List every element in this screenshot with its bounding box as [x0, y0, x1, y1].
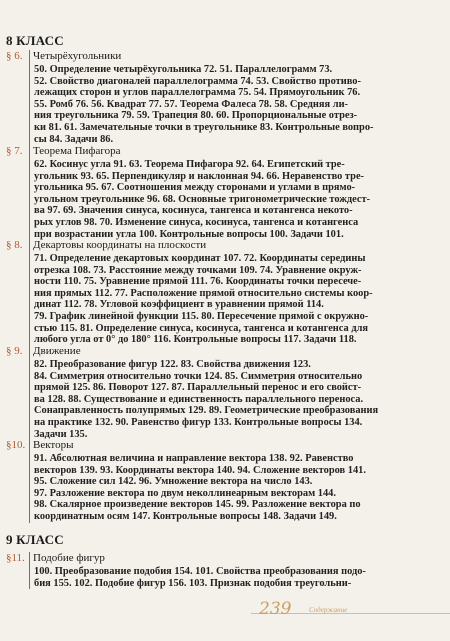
section-number: § 7. — [6, 145, 23, 157]
body-line: ности 110. 75. Уравнение прямой 111. 76. Координаты точки пересече- — [34, 276, 362, 288]
section-title: Векторы — [33, 439, 74, 451]
section-title: Теорема Пифагора — [33, 145, 121, 157]
body-line: ва 128. 88. Существование и единственность параллельного переноса. — [34, 393, 364, 405]
body-line: ва 97. 69. Значения синуса, косинуса, тангенса и котангенса некото- — [34, 205, 353, 217]
section-number: §11. — [6, 552, 25, 564]
body-line: 52. Свойство диагоналей параллелограмма 74. 53. Свойство противо- — [34, 75, 361, 87]
section-body — [34, 253, 430, 346]
body-line: 55. Ромб 76. 56. Квадрат 77. 57. Теорема Фалеса 78. 58. Средняя ли- — [34, 98, 349, 110]
section-number: §10. — [6, 439, 26, 451]
body-line: 95. Сложение сил 142. 96. Умножение вектора на число 143. — [34, 476, 313, 488]
body-line: ния прямых 112. 77. Расположение прямой относительно системы коор- — [34, 287, 373, 299]
body-line: 79. График линейной функции 115. 80. Пересечение прямой с окружно- — [34, 310, 369, 322]
section-title: Четырёхугольники — [33, 50, 122, 62]
section-6 — [0, 50, 450, 145]
footer-label: Содержание — [309, 606, 348, 614]
section-title: Декартовы координаты на плоскости — [33, 239, 207, 251]
section-body — [34, 453, 430, 523]
body-line: бия 155. 102. Подобие фигур 156. 103. Признак подобия треугольни- — [34, 577, 352, 589]
section-body — [34, 359, 430, 440]
body-line: отрезка 108. 73. Расстояние между точками 109. 74. Уравнение окруж- — [34, 264, 362, 276]
section-title: Подобие фигур — [33, 552, 105, 564]
body-line: прямой 125. 86. Поворот 127. 87. Параллельный перенос и его свойст- — [34, 382, 362, 394]
section-number: § 6. — [6, 50, 23, 62]
section-11 — [0, 552, 450, 589]
section-body — [34, 64, 430, 145]
body-line: ки 81. 61. Замечательные точки в треугольнике 83. Контрольные вопро- — [34, 121, 374, 133]
grade-heading-9: 9 КЛАСС — [6, 532, 64, 547]
body-line: 91. Абсолютная величина и направление вектора 138. 92. Равенство — [34, 453, 354, 464]
body-line: 97. Разложение вектора по двум неколлинеарным векторам 144. — [34, 487, 336, 499]
section-10 — [0, 439, 450, 523]
body-line: координатным осям 147. Контрольные вопросы 148. Задачи 149. — [34, 510, 337, 522]
body-line: сы 84. Задачи 86. — [34, 133, 114, 145]
section-title: Движение — [33, 345, 81, 357]
section-8 — [0, 239, 450, 346]
body-line: ния треугольника 79. 59. Трапеция 80. 60. Пропорциональные отрез- — [34, 110, 358, 122]
body-line: 84. Симметрия относительно точки 124. 85. Симметрия относительно — [34, 370, 363, 382]
section-7 — [0, 145, 450, 240]
body-line: рых углов 98. 70. Изменение синуса, косинуса, тангенса и котангенса — [34, 216, 359, 228]
body-line: при возрастании угла 100. Контрольные вопросы 100. Задачи 101. — [34, 228, 344, 240]
body-line: 82. Преобразование фигур 122. 83. Свойства движения 123. — [34, 359, 311, 370]
section-rule — [29, 239, 30, 346]
section-rule — [29, 345, 30, 440]
body-line: любого угла от 0° до 180° 116. Контрольные вопросы 117. Задачи 118. — [34, 334, 357, 346]
section-body — [34, 159, 430, 240]
section-number: § 9. — [6, 345, 23, 357]
body-line: 98. Скалярное произведение векторов 145. 99. Разложение вектора по — [34, 499, 361, 511]
body-line: угольном треугольнике 96. 68. Основные тригонометрические тождест- — [34, 193, 371, 205]
body-line: векторов 139. 93. Координаты вектора 140. 94. Сложение векторов 141. — [34, 464, 366, 476]
page-number: 239 — [259, 599, 292, 619]
body-line: Задачи 135. — [34, 428, 88, 440]
section-number: § 8. — [6, 239, 23, 251]
body-line: Сонаправленность полупрямых 129. 89. Геометрические преобразования — [34, 405, 379, 417]
body-line: угольник 93. 65. Перпендикуляр и наклонная 94. 66. Неравенство тре- — [34, 170, 365, 182]
body-line: на практике 132. 90. Равенство фигур 133. Контрольные вопросы 134. — [34, 416, 363, 428]
body-line: динат 112. 78. Угловой коэффициент в уравнении прямой 114. — [34, 299, 324, 311]
section-9 — [0, 345, 450, 440]
body-line: 62. Косинус угла 91. 63. Теорема Пифагора 92. 64. Египетский тре- — [34, 159, 345, 170]
body-line: стью 115. 81. Определение синуса, косинуса, тангенса и котангенса для — [34, 322, 369, 334]
body-line: лежащих сторон и углов параллелограмма 75. 54. Прямоугольник 76. — [34, 87, 361, 99]
section-rule — [29, 145, 30, 240]
body-line: 100. Преобразование подобия 154. 101. Свойства преобразования подо- — [34, 566, 366, 577]
section-rule — [29, 50, 30, 145]
grade-heading-8: 8 КЛАСС — [6, 33, 64, 48]
section-body — [34, 566, 430, 589]
body-line: 71. Определение декартовых координат 107. 72. Координаты середины — [34, 253, 366, 264]
body-line: 50. Определение четырёхугольника 72. 51. Параллелограмм 73. — [34, 64, 333, 75]
body-line: угольника 95. 67. Соотношения между сторонами и углами в прямо- — [34, 182, 356, 194]
